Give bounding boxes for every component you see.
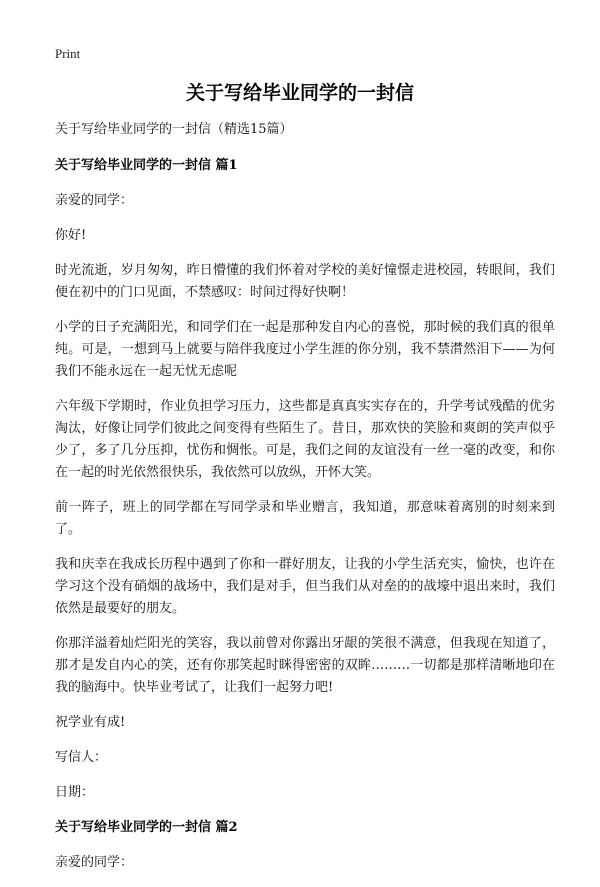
letter-1-paragraph-5: 我和庆幸在我成长历程中遇到了你和一群好朋友，让我的小学生活充实，愉快，也许在学习这个没有硝烟的战场中，我们是对手，但当我们从对垒的的战壕中退出来时，我们依然是最要好的朋友。: [55, 557, 555, 616]
letter-1-writer: 写信人：: [55, 750, 108, 765]
document-content: [55, 119, 555, 887]
letter-1-paragraph-6: 你那洋溢着灿烂阳光的笑容，我以前曾对你露出牙龈的笑很不满意，但我现在知道了，那才是发自内心的笑，还有你那笑起时眯得密密的双眸………一切都是那样清晰地印在我的脑海中。快毕业考试了，让我们一起努力吧!: [55, 636, 555, 695]
letter-1-greeting: 你好!: [55, 228, 87, 243]
letter-2-heading: 关于写给毕业同学的一封信 篇2: [55, 820, 238, 835]
letter-1-paragraph-4: 前一阵子，班上的同学都在写同学录和毕业赠言，我知道，那意味着离别的时刻来到了。: [55, 500, 555, 537]
letter-1-date: 日期：: [55, 785, 95, 800]
letter-1-paragraph-3: 六年级下学期时，作业负担学习压力，这些都是真真实实存在的，升学考试残酷的优劣淘汰，好像让同学们彼此之间变得有些陌生了。昔日，那欢快的笑脸和爽朗的笑声似乎少了，多了几分压抑，忧伤和惆怅。可是，我们之间的友谊没有一丝一毫的改变，和你在一起的时光依然很快乐，我依然可以放纵，开怀大笑。: [55, 399, 555, 480]
letter-2-salutation: 亲爱的同学：: [55, 855, 134, 870]
letter-1-heading: 关于写给毕业同学的一封信 篇1: [55, 158, 238, 173]
letter-1-closing: 祝学业有成!: [55, 715, 126, 730]
letter-1-paragraph-2: 小学的日子充满阳光，和同学们在一起是那种发自内心的喜悦，那时候的我们真的很单纯。可是，一想到马上就要与陪伴我度过小学生涯的你分别，我不禁潸然泪下——为何我们不能永远在一起无忧无虑呢: [55, 320, 555, 379]
print-link[interactable]: Print: [55, 46, 81, 61]
document-subtitle: 关于写给毕业同学的一封信（精选15篇）: [55, 122, 293, 137]
letter-1-salutation: 亲爱的同学：: [55, 193, 134, 208]
letter-1-paragraph-1: 时光流逝，岁月匆匆，昨日懵懂的我们怀着对学校的美好憧憬走进校园，转眼间，我们便在初中的门口见面，不禁感叹：时间过得好快啊！: [55, 263, 555, 300]
document-title: 关于写给毕业同学的一封信: [185, 82, 414, 104]
